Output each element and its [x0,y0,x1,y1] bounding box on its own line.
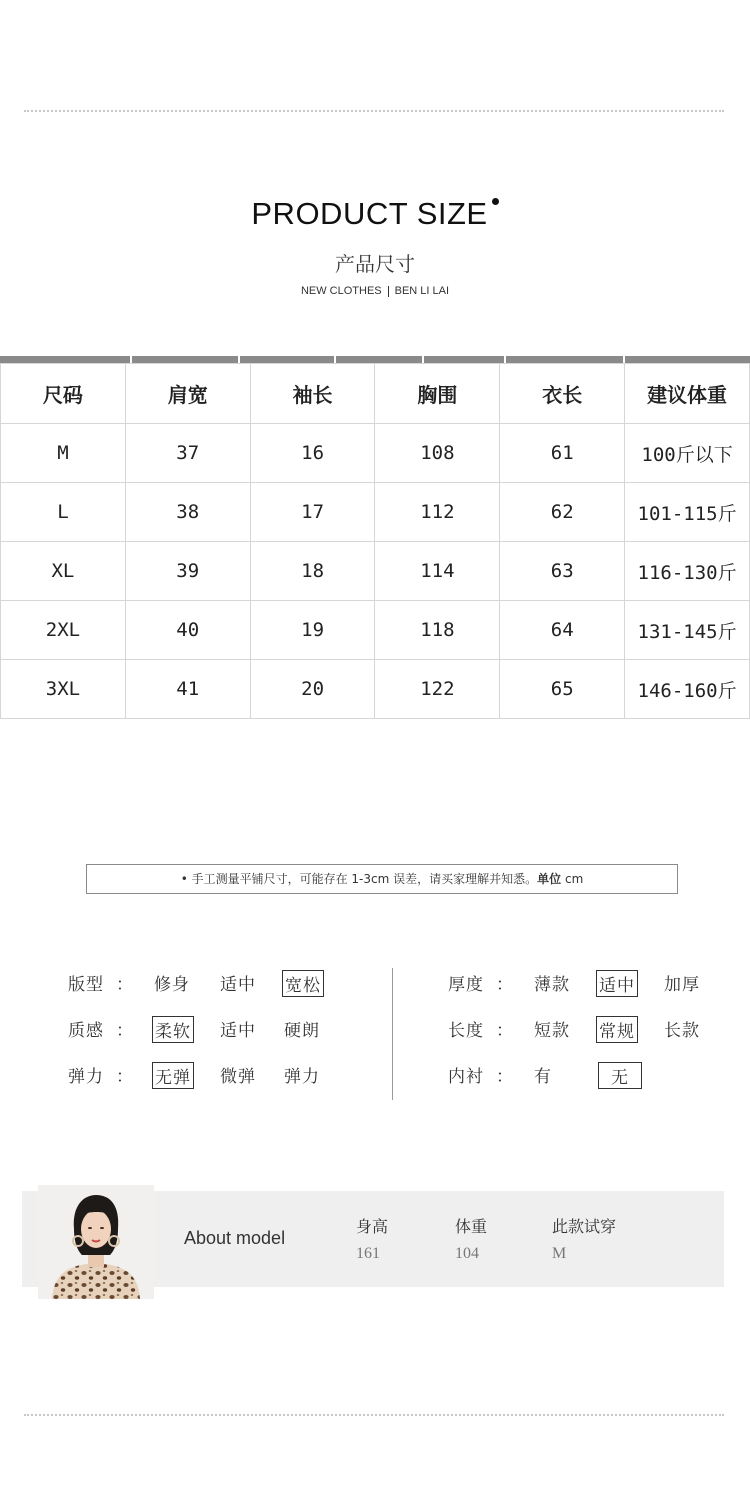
table-top-bar [0,356,750,363]
note-text: 手工测量平铺尺寸，可能存在 1-3cm 误差，请买家理解并知悉。 [191,872,538,886]
attr-option-selected: 柔软 [152,1016,194,1043]
attr-row-lining [448,1062,738,1086]
table-cell: 101-115斤 [625,483,750,542]
attr-option: 修身 [154,975,190,995]
header-size: 尺码 [1,364,126,424]
table-cell: 3XL [1,660,126,719]
bar-notch [238,356,240,363]
note-bullet: • [180,872,188,886]
note-unit-label: 单位 [537,872,562,886]
model-height-value: 161 [356,1245,380,1262]
table-cell: 17 [250,483,375,542]
page-subtitle: 产品尺寸 [335,252,415,276]
attr-option: 适中 [220,975,256,995]
tagline-left: NEW CLOTHES [300,285,382,297]
attr-colon: ： [116,1067,134,1087]
measurement-note [86,864,678,894]
top-dotted-divider [24,110,724,112]
table-cell: 112 [375,483,500,542]
model-portrait-icon [38,1185,154,1299]
attr-option-selected: 无弹 [152,1062,194,1089]
attr-label: 厚度 [448,975,484,995]
attr-label: 版型 [68,975,104,995]
model-size-label: 此款试穿 [552,1217,617,1236]
attr-option-selected: 宽松 [282,970,324,997]
bar-notch [334,356,336,363]
table-row [1,542,750,601]
table-cell: 116-130斤 [625,542,750,601]
attr-option: 弹力 [284,1067,320,1087]
model-weight-label: 体重 [455,1217,488,1236]
header-weight: 建议体重 [625,364,750,424]
table-cell: 64 [500,601,625,660]
attr-colon: ： [116,1021,134,1041]
attr-option: 加厚 [664,975,700,995]
attr-label: 长度 [448,1021,484,1041]
table-cell: 16 [250,424,375,483]
brand-tagline [0,285,750,297]
attr-row-fit [68,970,368,994]
bottom-dotted-divider [24,1414,724,1416]
tagline-separator [388,286,389,297]
title-dot-icon [492,198,499,205]
table-row [1,483,750,542]
table-cell: 122 [375,660,500,719]
table-cell: 65 [500,660,625,719]
table-cell: L [1,483,126,542]
table-header-row [1,364,750,424]
table-cell: 41 [125,660,250,719]
attr-option-selected: 无 [598,1062,642,1089]
bar-notch [504,356,506,363]
header-sleeve: 袖长 [250,364,375,424]
attr-colon: ： [496,1067,514,1087]
bar-notch [130,356,132,363]
attr-row-thickness [448,970,738,994]
attr-row-texture [68,1016,368,1040]
table-cell: 61 [500,424,625,483]
table-cell: 118 [375,601,500,660]
table-cell: M [1,424,126,483]
table-cell: 62 [500,483,625,542]
table-cell: 19 [250,601,375,660]
table-row [1,424,750,483]
attributes-divider [392,968,393,1100]
note-unit: cm [564,872,584,886]
header-chest: 胸围 [375,364,500,424]
table-cell: 114 [375,542,500,601]
attr-colon: ： [496,975,514,995]
attr-option: 薄款 [534,975,570,995]
attr-colon: ： [116,975,134,995]
attr-option: 长款 [664,1021,700,1041]
attr-option: 微弹 [220,1067,256,1087]
page-title [0,196,750,232]
header-shoulder: 肩宽 [125,364,250,424]
title-text: PRODUCT SIZE [251,196,488,231]
model-weight-value: 104 [455,1245,479,1262]
attr-option: 硬朗 [284,1021,320,1041]
table-cell: XL [1,542,126,601]
attr-label: 内衬 [448,1067,484,1087]
attr-colon: ： [496,1021,514,1041]
attr-option-selected: 适中 [596,970,638,997]
attr-label: 质感 [68,1021,104,1041]
header-length: 衣长 [500,364,625,424]
table-cell: 146-160斤 [625,660,750,719]
table-row [1,660,750,719]
table-cell: 100斤以下 [625,424,750,483]
attr-row-elasticity [68,1062,368,1086]
table-cell: 40 [125,601,250,660]
attr-row-length [448,1016,738,1040]
table-cell: 2XL [1,601,126,660]
table-cell: 20 [250,660,375,719]
model-height-label: 身高 [356,1217,389,1236]
tagline-right: BEN LI LAI [394,285,450,297]
bar-notch [422,356,424,363]
table-cell: 63 [500,542,625,601]
table-row [1,601,750,660]
attr-option: 适中 [220,1021,256,1041]
attr-option: 短款 [534,1021,570,1041]
table-cell: 108 [375,424,500,483]
size-table [0,363,750,719]
model-photo [38,1185,154,1299]
table-cell: 37 [125,424,250,483]
attr-label: 弹力 [68,1067,104,1087]
about-model-heading: About model [184,1228,286,1248]
table-cell: 131-145斤 [625,601,750,660]
model-size-value: M [552,1245,567,1262]
table-cell: 39 [125,542,250,601]
table-cell: 38 [125,483,250,542]
attr-option: 有 [534,1067,552,1087]
table-cell: 18 [250,542,375,601]
bar-notch [623,356,625,363]
attr-option-selected: 常规 [596,1016,638,1043]
